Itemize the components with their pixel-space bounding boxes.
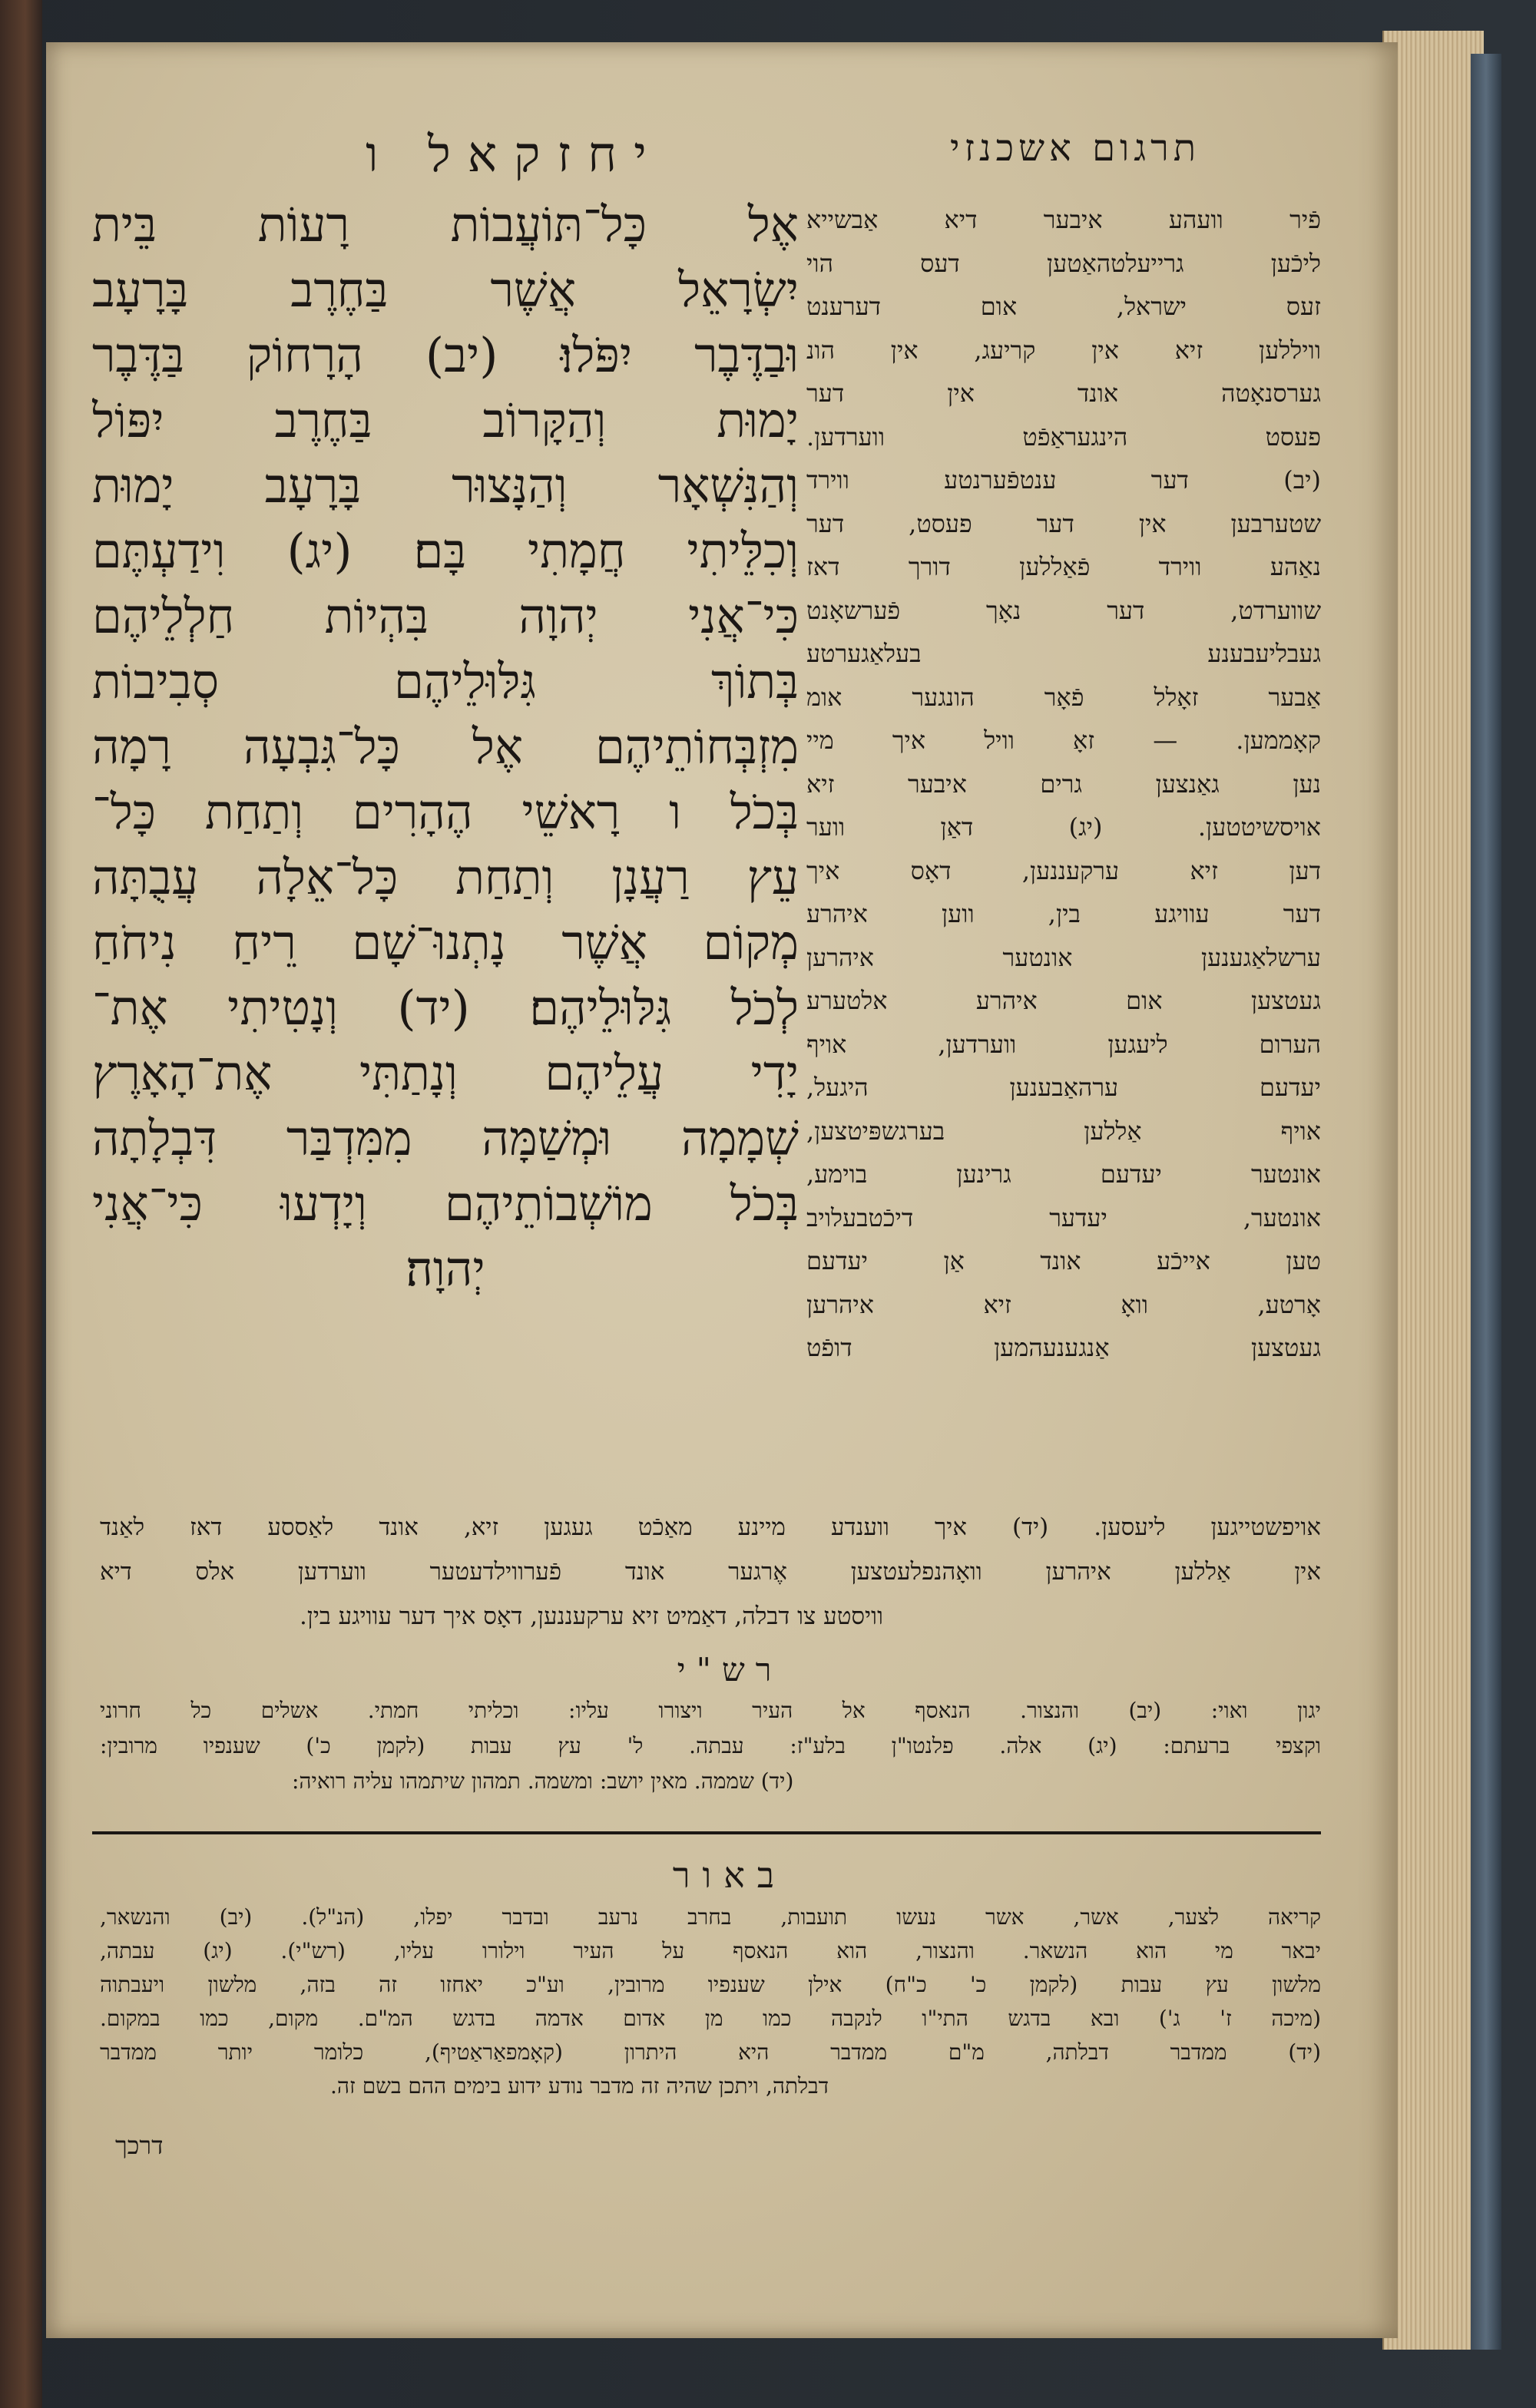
translation-line: געטצען אַנגענעהמען דופֿט (806, 1333, 1321, 1362)
translation-line: קאָממען. — זאָ וויל איך מיי (806, 726, 1321, 755)
translation-line: שווערדט, דער נאָך פֿערשאָנט (806, 595, 1321, 625)
bible-line: כִּי־אֲנִי יְהוָה בִּהְיוֹת חַלְלֵיהֶם (92, 588, 799, 644)
translation-line: נאַהע ווירד פֿאַללען דורך דאז (806, 552, 1321, 581)
running-header-targum: תרגום אשכנזי (949, 127, 1200, 170)
rashi-heading: רש"י (677, 1651, 783, 1689)
bible-line: בְּכֹל ו רָאשֵׁי הֶהָרִים וְתַחַת כָּל־ (92, 784, 799, 840)
translation-line: פֿיר וועהע איבער דיא אַבשייא (806, 205, 1321, 234)
bible-line: עֵץ רַעֲנָן וְתַחַת כָּל־אֵלָה עֲבֻתָּה (92, 849, 799, 905)
commentary-line: (יד) ממדבר דבלתה, מ"ם ממדבר היא היתרון (קאָמפאַראַטיף), כלומר יותר ממדבר (100, 2039, 1321, 2065)
translation-line: אונטער יעדעם גרינען בוימע, (806, 1159, 1321, 1189)
bible-line: מְקוֹם אֲשֶׁר נָתְנוּ־שָׁם רֵיחַ נִיחֹחַ (92, 915, 799, 971)
translation-line: (יב) דער ענטפֿערנטע ווירד (806, 465, 1321, 495)
bible-line: מִזְבְּחוֹתֵיהֶם אֶל כָּל־גִּבְעָה רָמָה (92, 719, 799, 775)
bible-line: יָדִי עֲלֵיהֶם וְנָתַתִּי אֶת־הָאָרֶץ (92, 1045, 799, 1101)
bible-text-column (92, 192, 799, 1513)
translation-line: שטערבען אין דער פעסט, דער (806, 508, 1321, 538)
translation-line: אָרטע, וואָ זיא איהרען (806, 1289, 1321, 1319)
catchword: דרכך (115, 2131, 164, 2160)
translation-line: זעס ישראל, אום דערענט (806, 292, 1321, 321)
translation-line: נען גאַנצען גרים איבער זיא (806, 769, 1321, 799)
bible-line: וְהַנִּשְׁאָר וְהַנָּצוּר בָּרָעָב יָמוּת (92, 458, 799, 514)
translation-line: הערום ליעגען ווערדען, אויף (806, 1029, 1321, 1059)
bible-line: אֶל כָּל־תּוֹעֲבוֹת רָעוֹת בֵּית (92, 197, 799, 253)
translation-line: אין אַללען איהרען וואָהנפלעטצען אֶרגער אונד פֿערווילדעטער ווערדען אלס דיא (100, 1558, 1321, 1586)
translation-line: דען זיא ערקעננען, דאָס איך (806, 855, 1321, 885)
commentary-line: יבאר מי הוא הנשאר. והנצור, הוא הנאסף על העיר וילורו עליו, (רש"י). (יג) עבתה, (100, 1938, 1321, 1963)
translation-line: געטצען אום איהרע אלטערע (806, 986, 1321, 1015)
commentary-line: וקצפי ברעתם: (יג) אלה. פלנטו"ן בלע"ז: עבתה. ל' עץ עבות (לקמן כ') שענפיו מרובין: (100, 1733, 1321, 1758)
commentary-line: (יד) שממה. מאין יושב: ומשמה. תמהון שיתמהו עליה רואיה: (292, 1768, 794, 1794)
biur-commentary (100, 1900, 1321, 2103)
bible-line: יְהוָה׃ (406, 1241, 485, 1297)
bible-line: שְׁמָמָה וּמְשַׁמָּה מִמִּדְבַּר דִּבְלָתָה (92, 1110, 799, 1166)
biur-heading: באור (672, 1854, 787, 1896)
divider-rule (92, 1831, 1321, 1834)
translation-line: גערסנאָטה אונד אין דער (806, 379, 1321, 408)
commentary-line: קריאה לצער, אשר, אשר נעשו תועבות, בחרב נרעב ובדבר יפלו, (הנ"ל). (יב) והנשאר, (100, 1904, 1321, 1930)
translation-line: פעסט הינגעראַפֿט ווערדען. (806, 422, 1321, 452)
bible-line: לְכֹל גִּלּוּלֵיהֶם׃ (יד) וְנָטִיתִי אֶת־ (92, 980, 799, 1036)
translation-column (806, 198, 1321, 1511)
running-header-book-chapter: יחזקאל ו (366, 127, 664, 184)
book-cover-edge (0, 0, 42, 2408)
commentary-line: מלשון עץ עבות (לקמן כ' כ"ח) אילן שענפיו מרובין, וע"כ יאחזו זה בזה, מלשון ויעבתוה (100, 1972, 1321, 1997)
book-cover-rim (1471, 54, 1501, 2350)
rashi-commentary (100, 1693, 1321, 1799)
commentary-line: יגון ואוי: (יב) והנצור. הנאסף אל העיר ויצורו עליו: וכליתי חמתי. אשלים כל חרוני (100, 1698, 1321, 1723)
translation-line: טען אייכֿע אונד אַן יעדעם (806, 1246, 1321, 1275)
translation-line: געבליעבענע בעלאַגערטע (806, 639, 1321, 668)
translation-line: אויף אַללען בערגשפּיטצען, (806, 1116, 1321, 1146)
translation-line: ערשלאַגענען אונטער איהרען (806, 942, 1321, 972)
translation-line: יעדעם ערהאַבענען היגעל, (806, 1073, 1321, 1102)
translation-continuation (100, 1505, 1321, 1639)
translation-line: וויסטע צו דבלה, דאַמיט זיא ערקעננען, דאָס איך דער עוויגע בין. (300, 1603, 884, 1630)
bible-line: וְכִלֵּיתִי חֲמָתִי בָּם׃ (יג) וִידַעְתֶּם (92, 523, 799, 579)
translation-line: וויללען זיא אין קריעג, אין הונ (806, 335, 1321, 365)
bible-line: יָמוּת וְהַקָּרוֹב בַּחֶרֶב יִפּוֹל (92, 392, 799, 448)
commentary-line: (מיכה ז' ג') ובא בדגש התי"ו לנקבה כמו מן אדום אדמה בדגש המ"ם. מקום, כמו במקום. (100, 2006, 1321, 2031)
translation-line: ליכֿען גרייעלטהאַטען דעס הוי (806, 248, 1321, 278)
translation-line: דער עוויגע בין, ווען איהרע (806, 899, 1321, 928)
translation-line: אויסשיטטען. (יג) דאַן ווער (806, 812, 1321, 842)
translation-line: אַבער זאָלל פֿאָר הונגער אומ (806, 682, 1321, 712)
translation-line: אויפשטייגען ליעסען. (יד) איך ווענדע מיינע מאַכֿט געגען זיא, אונד לאַססע דאז לאַנד (100, 1513, 1321, 1541)
bible-line: בְּכֹל מוֹשְׁבוֹתֵיהֶם וְיָדְעוּ כִּי־אֲנִי (92, 1176, 799, 1232)
bible-line: וּבַדֶּבֶר יִפֹּלוּ׃ (יב) הָרָחוֹק בַּדֶּבֶר (92, 327, 799, 383)
translation-line: אונטער, יעדער דיכֿטבעלויב (806, 1202, 1321, 1232)
bible-line: בְּתוֹךְ גִּלּוּלֵיהֶם סְבִיבוֹת (92, 653, 799, 710)
bible-line: יִשְׂרָאֵל אֲשֶׁר בַּחֶרֶב בָּרָעָב (92, 262, 799, 318)
commentary-line: דבלתה, ויתכן שהיה זה מדבר נודע ידוע בימים ההם בשם זה. (330, 2073, 829, 2099)
